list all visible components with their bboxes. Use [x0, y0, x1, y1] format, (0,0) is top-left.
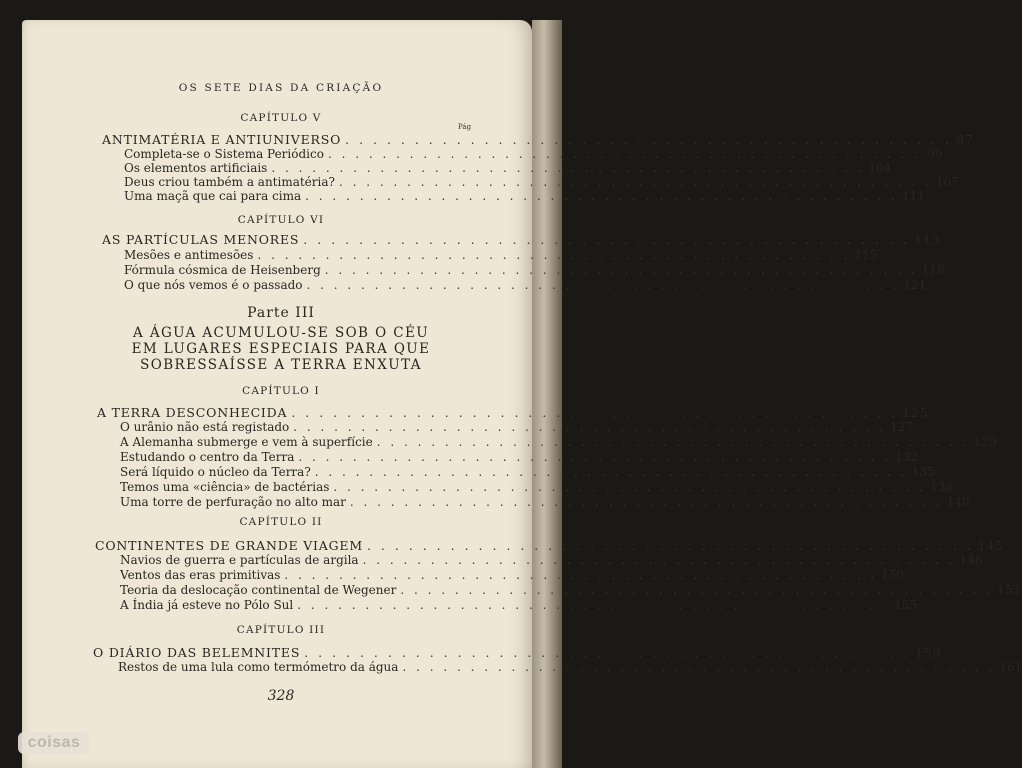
toc-entry: Teoria da deslocação continental de Wegener . . . . . . . . . . . . . . . . . . . . . . . . . . . . . . . . . . . . . . . . . . . . 152 — [120, 583, 1021, 597]
toc-entry: Será líquido o núcleo da Terra? . . . . . . . . . . . . . . . . . . . . . . . . . . . . . . . . . . . . . . . . . . . . 135 — [120, 465, 935, 479]
chapter-heading: CAPÍTULO III — [236, 624, 326, 636]
toc-entry: Restos de uma lula como termómetro da água . . . . . . . . . . . . . . . . . . . . . . . . . . . . . . . . . . . . . . . . . . . . 161 — [118, 660, 1022, 674]
toc-entry-main: A TERRA DESCONHECIDA . . . . . . . . . . . . . . . . . . . . . . . . . . . . . . . . . . . . . . . . . . . . 125 — [97, 405, 929, 420]
chapter-heading: CAPÍTULO II — [239, 516, 323, 528]
chapter-heading: CAPÍTULO I — [242, 385, 320, 397]
page-number: 328 — [267, 688, 295, 704]
part-label: Parte III — [247, 305, 315, 321]
toc-entry: Uma torre de perfuração no alto mar . . . . . . . . . . . . . . . . . . . . . . . . . . . . . . . . . . . . . . . . . . . . 140 — [120, 495, 970, 509]
toc-entry-main: AS PARTÍCULAS MENORES . . . . . . . . . . . . . . . . . . . . . . . . . . . . . . . . . . . . . . . . . . . . 113 — [102, 232, 941, 247]
chapter-heading: CAPÍTULO VI — [237, 214, 325, 226]
toc-entry: Completa-se o Sistema Periódico . . . . . . . . . . . . . . . . . . . . . . . . . . . . . . . . . . . . . . . . . . . . 99 — [124, 147, 943, 161]
toc-entry: Temos uma «ciência» de bactérias . . . . . . . . . . . . . . . . . . . . . . . . . . . . . . . . . . . . . . . . . . . . 138 — [120, 480, 954, 494]
toc-entry: Deus criou também a antimatéria? . . . . . . . . . . . . . . . . . . . . . . . . . . . . . . . . . . . . . . . . . . . . 107 — [124, 175, 959, 189]
part-title-line: SOBRESSAÍSSE A TERRA ENXUTA — [140, 357, 422, 373]
watermark-logo: coisas — [18, 732, 90, 754]
running-header: OS SETE DIAS DA CRIAÇÃO — [178, 82, 384, 94]
part-title-line: EM LUGARES ESPECIAIS PARA QUE — [131, 341, 431, 357]
toc-entry: Estudando o centro da Terra . . . . . . . . . . . . . . . . . . . . . . . . . . . . . . . . . . . . . . . . . . . . 132 — [120, 450, 919, 464]
toc-entry: Uma maçã que cai para cima . . . . . . . . . . . . . . . . . . . . . . . . . . . . . . . . . . . . . . . . . . . . 111 — [124, 189, 925, 203]
toc-entry: Os elementos artificiais . . . . . . . . . . . . . . . . . . . . . . . . . . . . . . . . . . . . . . . . . . . . 104 — [124, 161, 892, 175]
toc-entry: Navios de guerra e partículas de argila . . . . . . . . . . . . . . . . . . . . . . . . . . . . . . . . . . . . . . . . . . . . 148 — [120, 553, 983, 567]
toc-entry: A Alemanha submerge e vem à superfície . . . . . . . . . . . . . . . . . . . . . . . . . . . . . . . . . . . . . . . . . . . . 129 — [120, 435, 997, 449]
toc-entry-main: CONTINENTES DE GRANDE VIAGEM . . . . . . . . . . . . . . . . . . . . . . . . . . . . . . . . . . . . . . . . . . . . 145 — [95, 538, 1004, 553]
pag-label: Pág — [458, 123, 472, 131]
toc-entry: Ventos das eras primitivas . . . . . . . . . . . . . . . . . . . . . . . . . . . . . . . . . . . . . . . . . . . . 150 — [120, 568, 905, 582]
toc-entry: Fórmula cósmica de Heisenberg . . . . . . . . . . . . . . . . . . . . . . . . . . . . . . . . . . . . . . . . . . . . 118 — [124, 263, 945, 277]
toc-entry: O que nós vemos é o passado . . . . . . . . . . . . . . . . . . . . . . . . . . . . . . . . . . . . . . . . . . . . 121 — [124, 278, 927, 292]
toc-entry: O urânio não está registado . . . . . . . . . . . . . . . . . . . . . . . . . . . . . . . . . . . . . . . . . . . . 127 — [120, 420, 914, 434]
toc-entry-main: ANTIMATÉRIA E ANTIUNIVERSO . . . . . . . . . . . . . . . . . . . . . . . . . . . . . . . . . . . . . . . . . . . . 97 — [102, 132, 974, 147]
toc-entry: A Índia já esteve no Pólo Sul . . . . . . . . . . . . . . . . . . . . . . . . . . . . . . . . . . . . . . . . . . . . 155 — [120, 598, 918, 612]
chapter-heading: CAPÍTULO V — [240, 112, 322, 124]
part-title-line: A ÁGUA ACUMULOU-SE SOB O CÉU — [132, 325, 429, 341]
toc-entry-main: O DIÁRIO DAS BELEMNITES . . . . . . . . . . . . . . . . . . . . . . . . . . . . . . . . . . . . . . . . . . . . 159 — [93, 645, 942, 660]
toc-entry: Mesões e antimesões . . . . . . . . . . . . . . . . . . . . . . . . . . . . . . . . . . . . . . . . . . . . 115 — [124, 248, 878, 262]
